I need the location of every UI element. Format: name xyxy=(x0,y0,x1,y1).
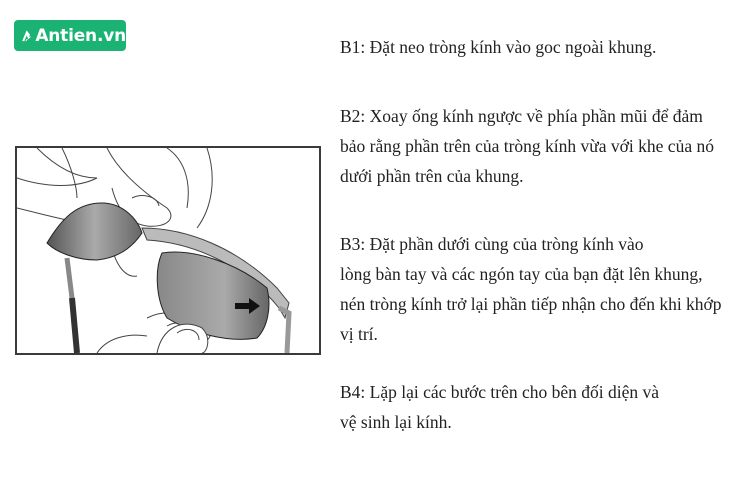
step-line: dưới phần trên của khung. xyxy=(340,166,524,186)
logo-text: Antien.vn xyxy=(35,25,126,46)
step-4 xyxy=(340,377,659,437)
step-line: B4: Lặp lại các bước trên cho bên đối diện và xyxy=(340,382,660,402)
step-line: vệ sinh lại kính. xyxy=(340,412,452,432)
step-3 xyxy=(340,229,722,349)
step-line: B3: Đặt phần dưới cùng của tròng kính vào xyxy=(340,234,644,254)
lens-installation-illustration xyxy=(15,146,321,355)
step-1 xyxy=(340,32,656,62)
step-2 xyxy=(340,101,714,191)
lightning-a-icon xyxy=(21,25,32,47)
step-line: lòng bàn tay và các ngón tay của bạn đặt lên khung, xyxy=(340,264,703,284)
brand-logo[interactable] xyxy=(14,20,126,51)
step-line: B2: Xoay ống kính ngược về phía phần mũi để đảm xyxy=(340,106,703,126)
step-line: vị trí. xyxy=(340,324,378,344)
step-line: B1: Đặt neo tròng kính vào goc ngoài khung. xyxy=(340,37,657,57)
step-line: bảo rằng phần trên của tròng kính vừa với khe của nó xyxy=(340,136,714,156)
step-line: nén tròng kính trở lại phần tiếp nhận cho đến khi khớp xyxy=(340,294,722,314)
